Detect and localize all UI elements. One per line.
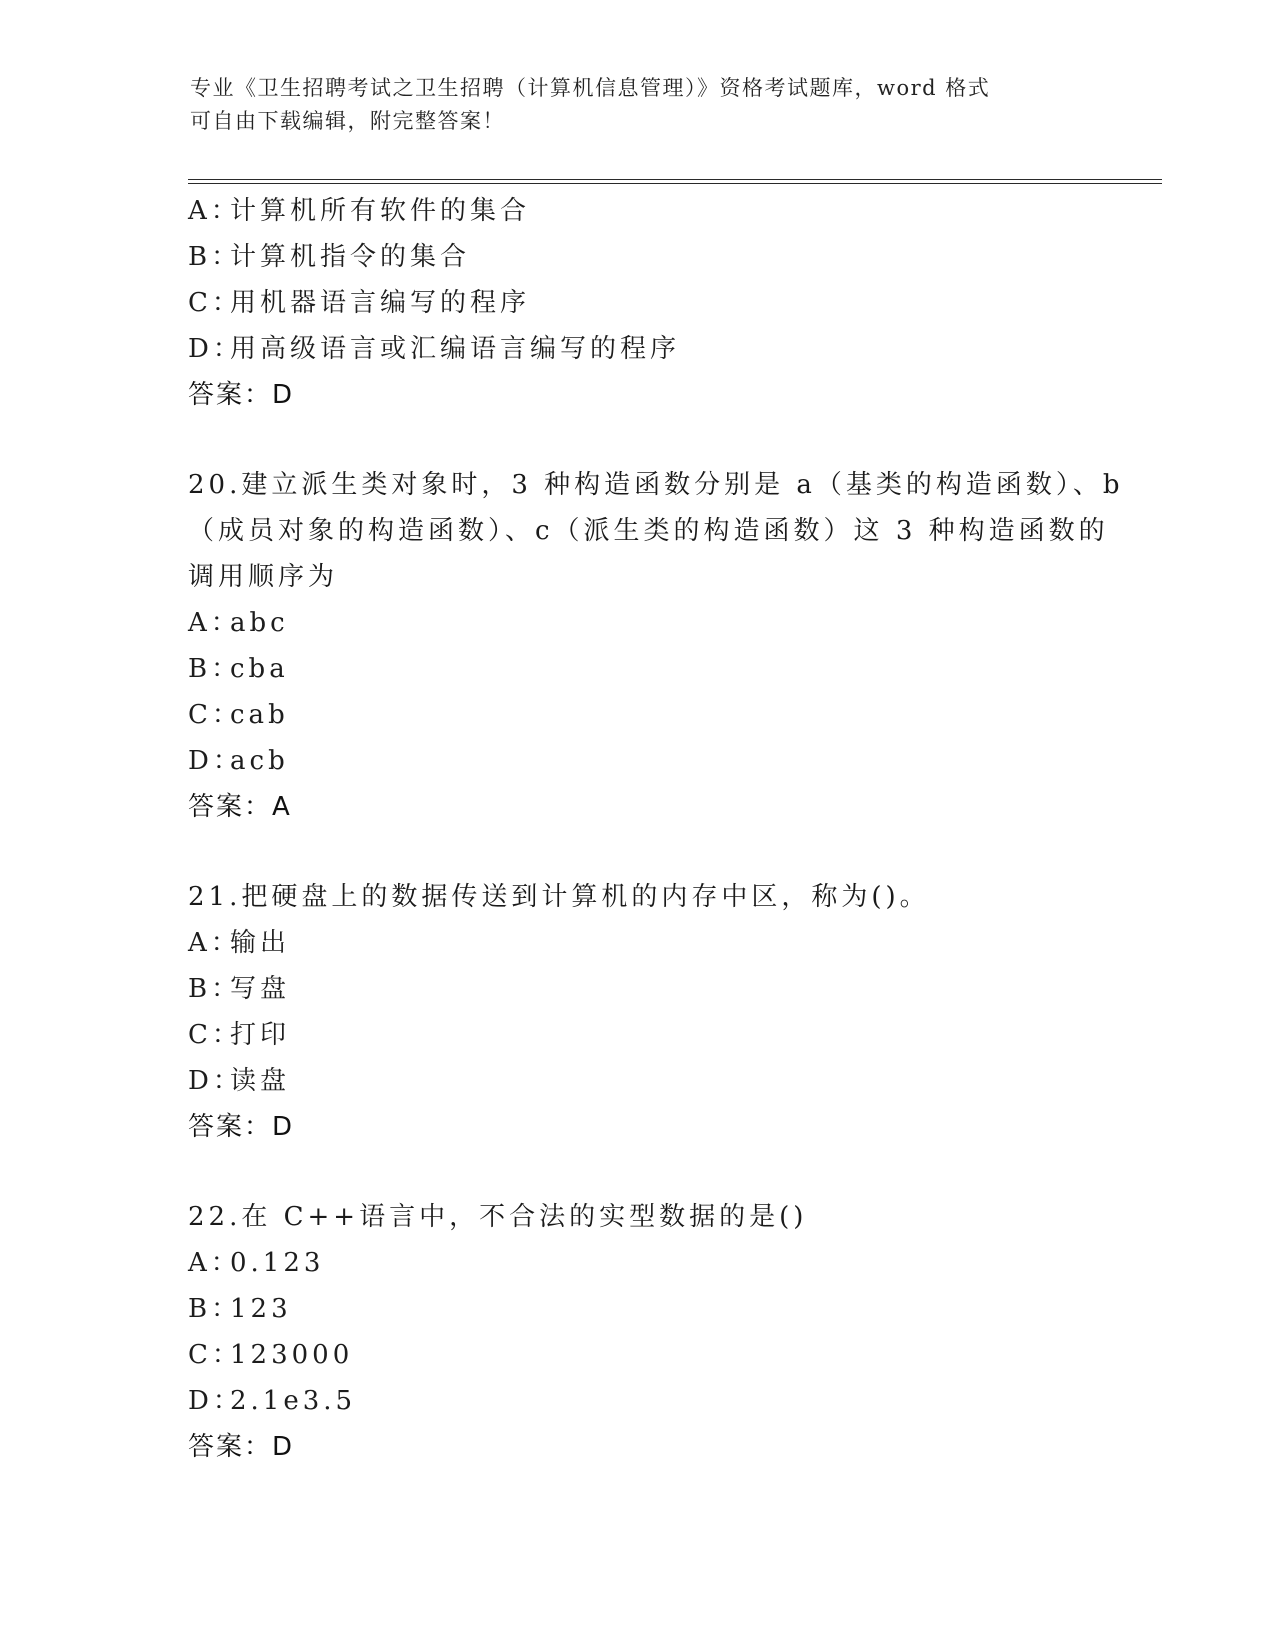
option-key: D： [188, 1066, 243, 1096]
question-22 [188, 1194, 1088, 1470]
option-text: 计算机指令的集合 [230, 242, 471, 272]
option-text: 123 [230, 1294, 292, 1324]
option-a [188, 188, 1088, 234]
option-key: B： [188, 654, 242, 684]
option-text: 写盘 [230, 974, 291, 1004]
option-d [188, 738, 1088, 784]
question-21 [188, 874, 1088, 1150]
option-text: 0.123 [230, 1248, 325, 1278]
option-key: D： [188, 746, 243, 776]
option-key: A： [188, 196, 241, 226]
option-b [188, 1286, 1088, 1332]
question-stem-line: 调用顺序为 [188, 562, 339, 592]
question-stem-line: 22.在 C++语言中，不合法的实型数据的是() [188, 1202, 808, 1232]
option-key: B： [188, 974, 242, 1004]
header-line-1: 专业《卫生招聘考试之卫生招聘（计算机信息管理）》资格考试题库，word 格式 [190, 76, 991, 100]
option-text: cba [230, 654, 289, 684]
option-c [188, 1332, 1088, 1378]
question-stem-line: 20.建立派生类对象时，3 种构造函数分别是 a（基类的构造函数）、b [188, 470, 1124, 500]
option-text: 读盘 [230, 1066, 291, 1096]
option-b [188, 234, 1088, 280]
option-key: A： [188, 1248, 241, 1278]
answer-line: 答案：A [188, 792, 292, 822]
option-b [188, 966, 1088, 1012]
question-20 [188, 462, 1124, 830]
option-b [188, 646, 1088, 692]
question-19 [188, 188, 1088, 418]
option-text: abc [230, 608, 289, 638]
option-text: cab [230, 700, 289, 730]
header-line-2: 可自由下载编辑，附完整答案！ [190, 109, 505, 133]
question-stem-line: 21.把硬盘上的数据传送到计算机的内存中区，称为()。 [188, 882, 930, 912]
option-text: 2.1e3.5 [230, 1386, 357, 1416]
option-text: 123000 [230, 1340, 354, 1370]
answer-line: 答案：D [188, 1432, 295, 1462]
option-text: 计算机所有软件的集合 [230, 196, 531, 226]
option-key: C： [188, 700, 242, 730]
answer-line: 答案：D [188, 380, 295, 410]
option-a [188, 920, 1088, 966]
document-header [190, 72, 1090, 138]
option-c [188, 280, 1088, 326]
option-d [188, 1378, 1088, 1424]
header-divider-bottom [188, 183, 1162, 184]
option-text: acb [230, 746, 289, 776]
option-text: 用高级语言或汇编语言编写的程序 [230, 334, 681, 364]
option-text: 用机器语言编写的程序 [230, 288, 531, 318]
answer-line: 答案：D [188, 1112, 295, 1142]
option-key: D： [188, 334, 243, 364]
option-key: C： [188, 288, 242, 318]
option-key: C： [188, 1340, 242, 1370]
option-a [188, 600, 1088, 646]
option-c [188, 692, 1088, 738]
option-d [188, 326, 1088, 372]
option-key: A： [188, 928, 241, 958]
option-text: 输出 [230, 928, 291, 958]
option-key: A： [188, 608, 241, 638]
question-list [188, 188, 1124, 1470]
option-key: D： [188, 1386, 243, 1416]
option-key: C： [188, 1020, 242, 1050]
question-stem-line: （成员对象的构造函数）、c（派生类的构造函数）这 3 种构造函数的 [188, 516, 1109, 546]
option-c [188, 1012, 1088, 1058]
option-text: 打印 [230, 1020, 291, 1050]
header-divider-top [188, 179, 1162, 180]
option-a [188, 1240, 1088, 1286]
option-key: B： [188, 242, 242, 272]
option-key: B： [188, 1294, 242, 1324]
option-d [188, 1058, 1088, 1104]
